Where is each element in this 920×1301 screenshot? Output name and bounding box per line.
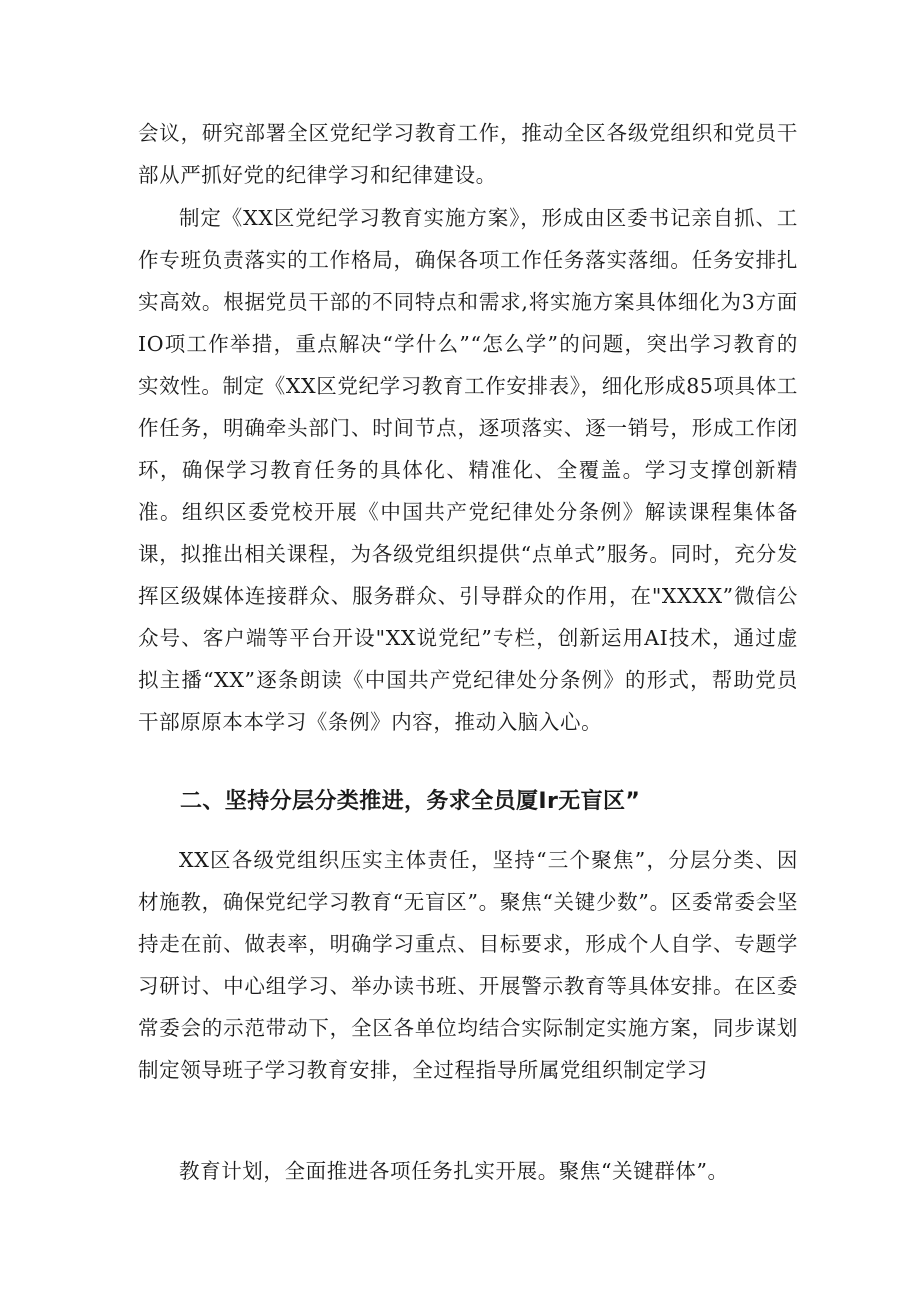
paragraph-layered-promotion: XX区各级党组织压实主体责任，坚持“三个聚焦”，分层分类、因材施教，确保党纪学习教育“无盲区”。聚焦“关键少数”。区委常委会坚持走在前、做表率，明确学习重点、目标要求，形成个人自学、专题学习研讨、中心组学习、举办读书班、开展警示教育等具体安排。在区委常委会的示范带动下，全区各单位均结合实际制定实施方案，同步谋划制定领导班子学习教育安排，全过程指导所属党组织制定学习	[138, 848, 798, 1082]
paragraph-implementation-plan: 制定《XX区党纪学习教育实施方案》，形成由区委书记亲自抓、工作专班负责落实的工作格局，确保各项工作任务落实落细。任务安排扎实高效。根据党员干部的不同特点和需求,将实施方案具体细化为3方面IO项工作举措，重点解决“学什么”“怎么学”的问题，突出学习教育的实效性。制定《XX区党纪学习教育工作安排表》，细化形成85项具体工作任务，明确牵头部门、时间节点，逐项落实、逐一销号，形成工作闭环，确保学习教育任务的具体化、精准化、全覆盖。学习支撑创新精准。组织区委党校开展《中国共产党纪律处分条例》解读课程集体备课，拟推出相关课程，为各级党组织提供“点单式”服务。同时，充分发挥区级媒体连接群众、服务群众、引导群众的作用，在"XXXX”微信公众号、客户端等平台开设"XX说党纪”专栏，创新运用AI技术，通过虚拟主播“XX”逐条朗读《中国共产党纪律处分条例》的形式，帮助党员干部原原本本学习《条例》内容，推动入脑入心。	[138, 206, 798, 734]
paragraph-meeting-deployment: 会议，研究部署全区党纪学习教育工作，推动全区各级党组织和党员干部从严抓好党的纪律学习和纪律建设。	[138, 121, 798, 187]
section-heading: 二、坚持分层分类推进，务求全员厦Ir无盲区”	[180, 789, 641, 814]
paragraph-education-plan: 教育计划，全面推进各项任务扎实开展。聚焦“关键群体”。	[179, 1159, 729, 1183]
